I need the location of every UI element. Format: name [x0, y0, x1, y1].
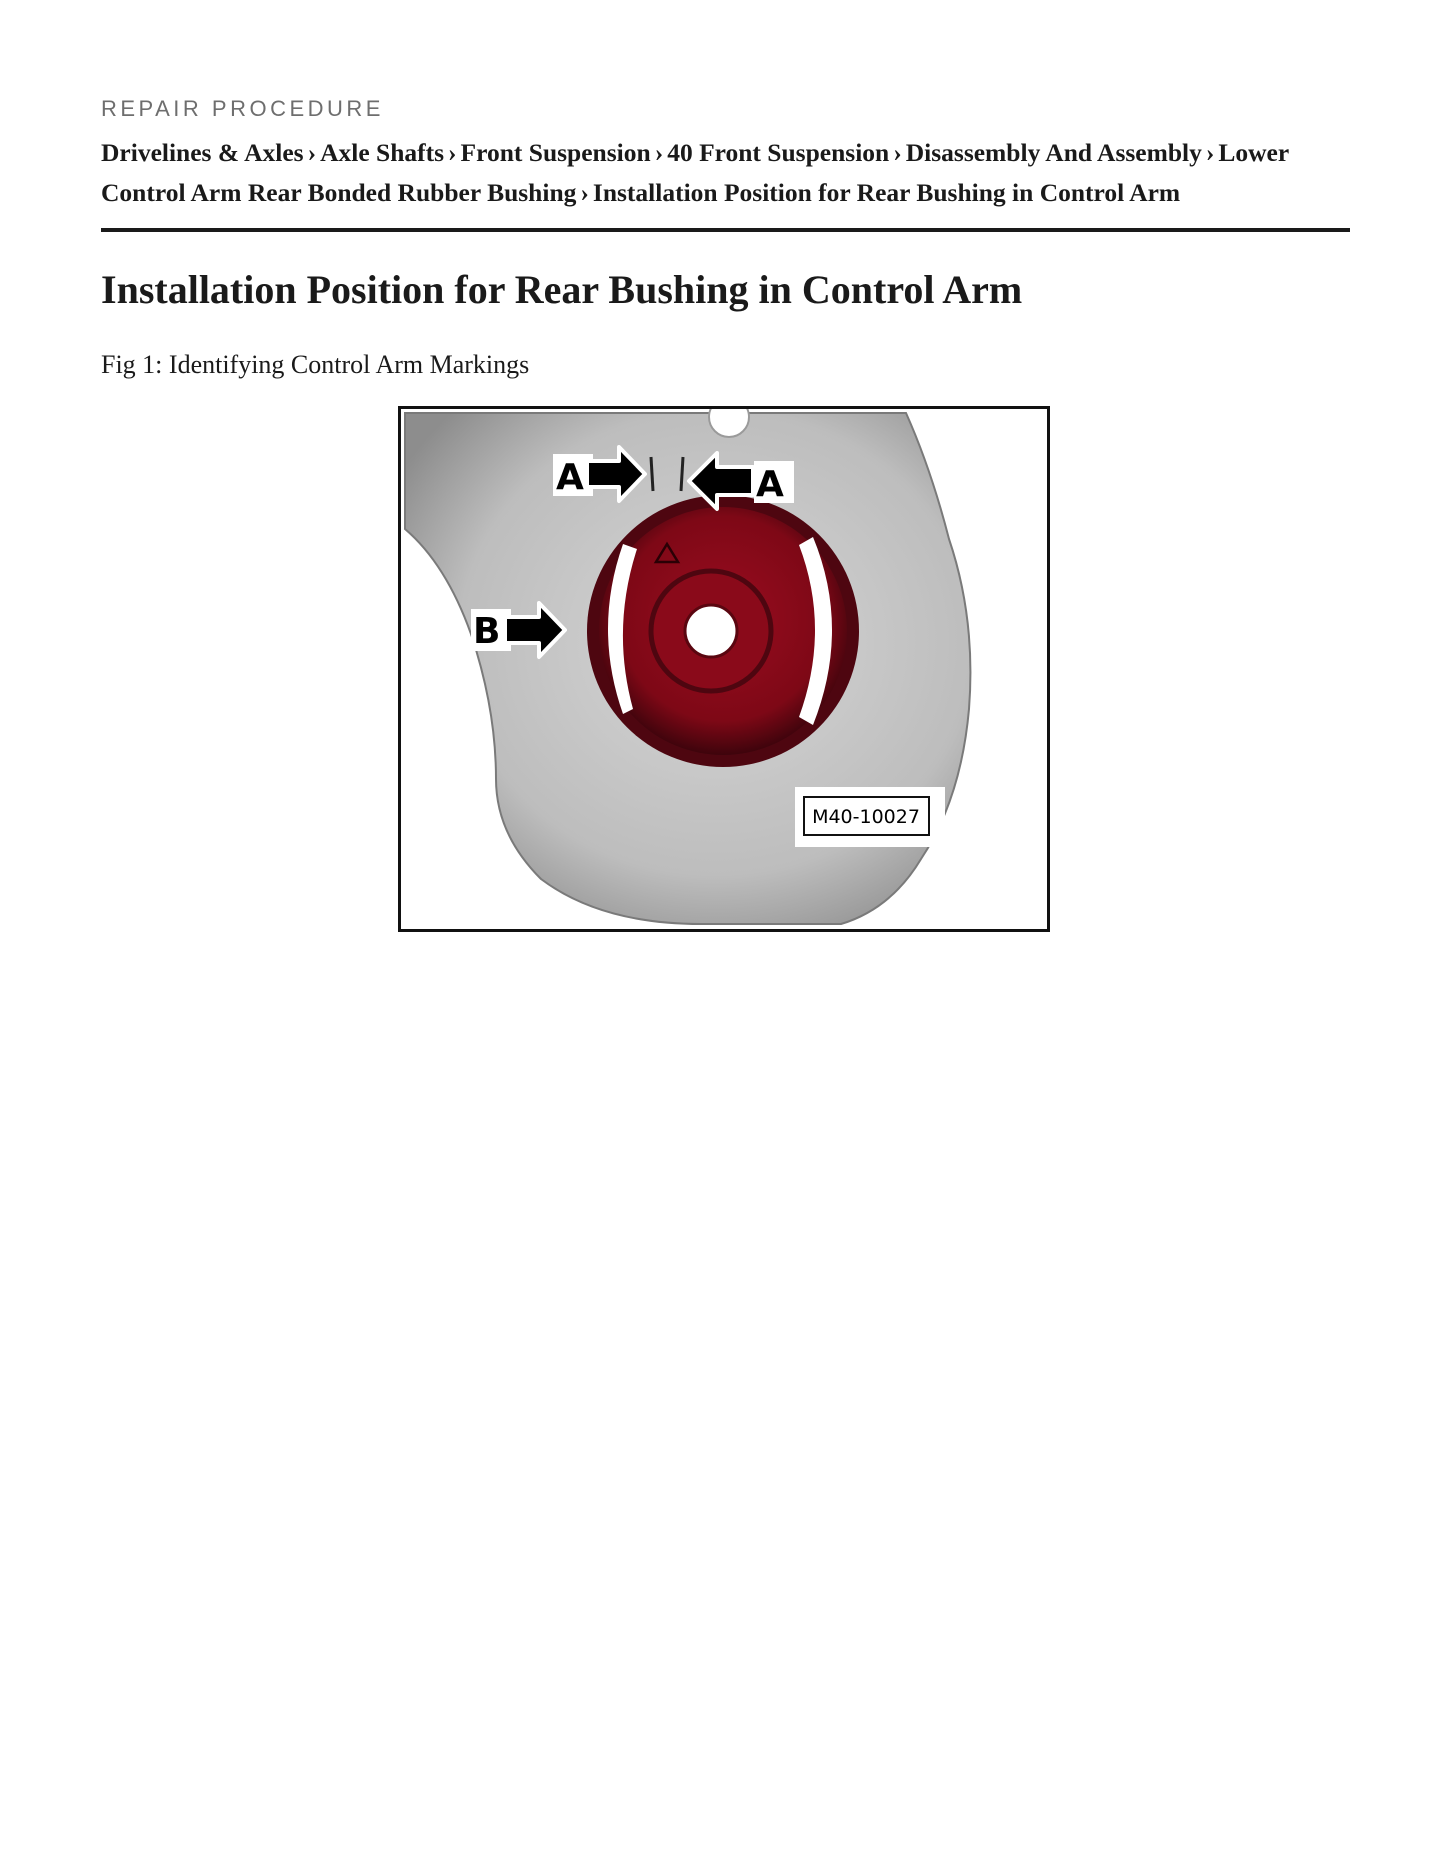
breadcrumb-item[interactable]: Axle Shafts — [320, 138, 445, 167]
page-title: Installation Position for Rear Bushing in Control Arm — [101, 267, 1023, 312]
bushing-center-bore — [685, 605, 737, 657]
callout-a-right-label: A — [756, 464, 784, 505]
breadcrumb-separator: › — [893, 138, 902, 167]
section-eyebrow: REPAIR PROCEDURE — [101, 96, 384, 121]
breadcrumb-separator: › — [448, 138, 457, 167]
control-arm-illustration — [401, 409, 1047, 929]
breadcrumb-separator: › — [654, 138, 664, 167]
reference-code: M40-10027 — [812, 806, 920, 828]
breadcrumb-item[interactable]: Lower Control Arm Rear Bonded Rubber Bushing — [101, 138, 1289, 207]
breadcrumb-separator: › — [307, 138, 317, 167]
breadcrumb — [101, 133, 1350, 213]
breadcrumb-separator: › — [580, 178, 589, 207]
breadcrumb-item[interactable]: Front Suspension — [460, 138, 651, 167]
callout-b-label: B — [473, 611, 501, 652]
breadcrumb-item[interactable]: 40 Front Suspension — [667, 138, 890, 167]
alignment-mark-right — [681, 457, 683, 491]
alignment-mark-left — [651, 457, 653, 491]
breadcrumb-item[interactable]: Disassembly And Assembly — [905, 138, 1202, 167]
breadcrumb-separator: › — [1205, 138, 1215, 167]
header-divider — [101, 228, 1350, 232]
breadcrumb-item[interactable]: Drivelines & Axles — [101, 138, 304, 167]
callout-a-left-label: A — [556, 457, 584, 498]
control-arm-figure — [398, 406, 1050, 932]
breadcrumb-item-current: Installation Position for Rear Bushing in Control Arm — [592, 178, 1181, 207]
figure-caption: Fig 1: Identifying Control Arm Markings — [101, 350, 530, 379]
